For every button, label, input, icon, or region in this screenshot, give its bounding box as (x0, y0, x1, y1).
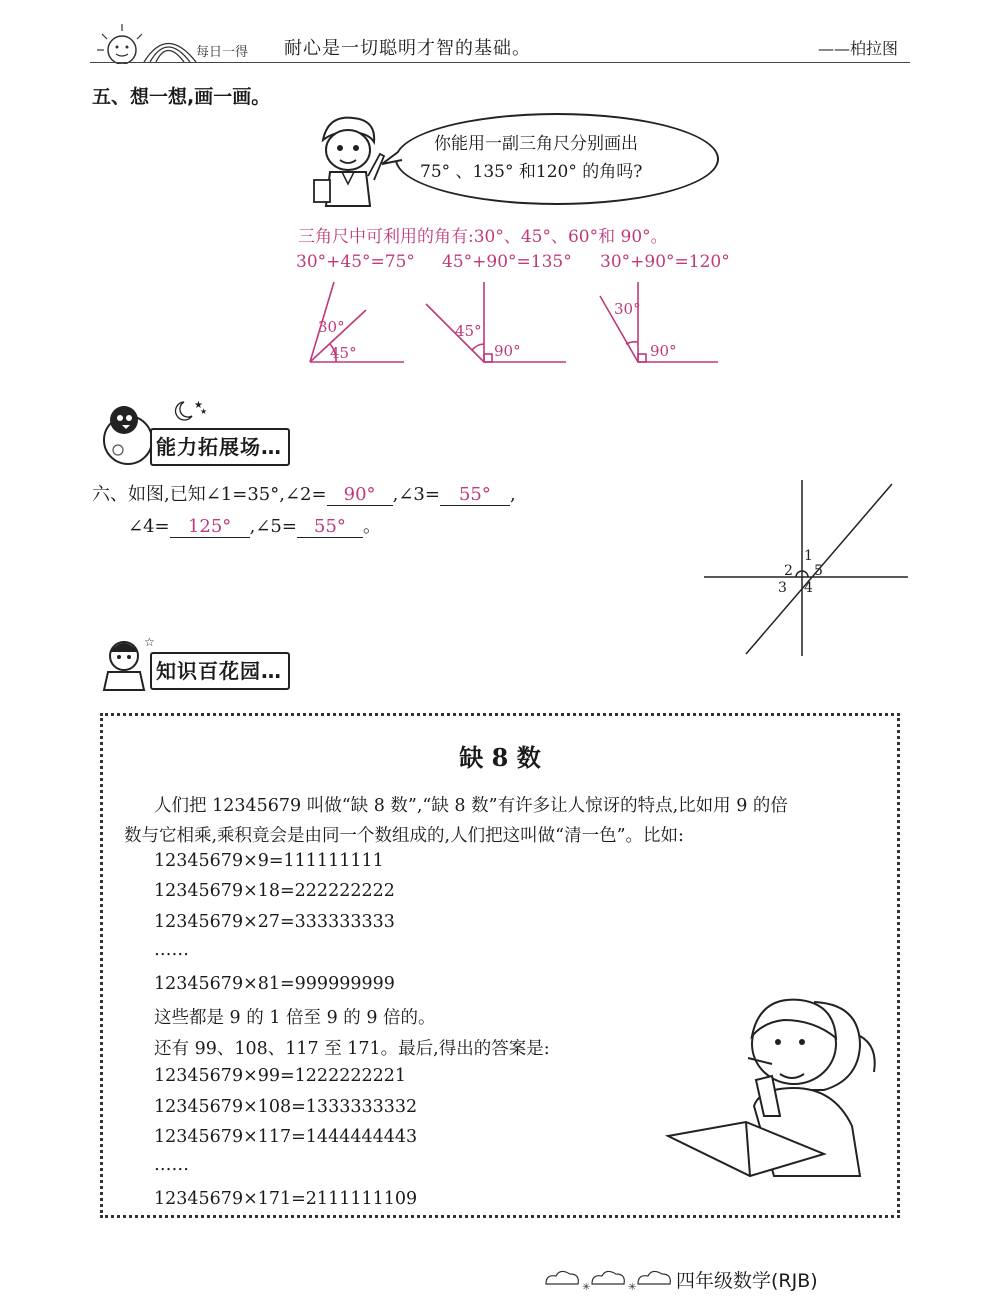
answer-angle3: 55° (440, 484, 510, 506)
knowledge-line: 12345679×18=222222222 (154, 881, 395, 901)
header (0, 0, 1000, 70)
banner-knowledge-garden: 知识百花园… (150, 652, 290, 690)
knowledge-paragraph-line2: 数与它相乘,乘积竟会是由同一个数组成的,人们把这叫做“清一色”。比如: (124, 826, 684, 846)
section6-line2-prefix: ∠4= (128, 516, 170, 537)
knowledge-title: 缺 8 数 (459, 743, 541, 772)
speech-bubble-tail (380, 150, 410, 170)
header-badge: 每日一得 (196, 45, 249, 60)
knowledge-line: 还有 99、108、117 至 171。最后,得出的答案是: (154, 1039, 550, 1059)
answer-angle5: 55° (297, 516, 363, 538)
section6-line2 (128, 512, 381, 538)
section6-line1-prefix: 六、如图,已知∠1=35°,∠2= (92, 484, 327, 505)
knowledge-line: 12345679×117=1444444443 (154, 1127, 418, 1147)
formula-120: 30°+90°=120° (600, 252, 730, 272)
girl-reading-icon (664, 976, 886, 1204)
svg-text:✳: ✳ (628, 1282, 637, 1292)
section6-line1-mid: ,∠3= (392, 484, 440, 505)
angle-label-90-b: 90° (494, 342, 521, 360)
angle-label-45-a: 45° (330, 344, 357, 362)
angle-label-30-a: 30° (318, 318, 345, 336)
header-quote: 耐心是一切聪明才智的基础。 (284, 38, 531, 59)
figure-label-4: 4 (804, 580, 813, 596)
svg-text:★: ★ (200, 407, 208, 416)
knowledge-line: 12345679×108=1333333332 (154, 1097, 418, 1117)
knowledge-paragraph-line1: 人们把 12345679 叫做“缺 8 数”,“缺 8 数”有许多让人惊讶的特点,比如用 9 的倍 (154, 796, 788, 816)
knowledge-line: …… (154, 940, 189, 960)
knowledge-line: 12345679×171=2111111109 (154, 1189, 418, 1209)
footer-cloud-decoration (540, 1262, 676, 1292)
banner-ability-expansion: 能力拓展场… (150, 428, 290, 466)
knowledge-line: …… (154, 1155, 189, 1175)
header-author: ——柏拉图 (818, 39, 899, 58)
svg-text:✳: ✳ (582, 1282, 591, 1292)
svg-text:★: ★ (194, 400, 203, 411)
speech-line-1: 你能用一副三角尺分别画出 (434, 134, 638, 154)
header-divider (90, 62, 910, 63)
angle-label-30-c: 30° (614, 300, 641, 318)
figure-label-3: 3 (778, 580, 787, 596)
svg-text:☆: ☆ (144, 635, 155, 649)
knowledge-line: 12345679×9=111111111 (154, 851, 384, 871)
intersecting-lines-figure (700, 478, 912, 658)
angle-label-90-c: 90° (650, 342, 677, 360)
formula-75: 30°+45°=75° (296, 252, 415, 272)
answer-angle4: 125° (170, 516, 250, 538)
figure-label-2: 2 (784, 563, 793, 579)
figure-label-1: 1 (804, 548, 813, 564)
section6-line2-end: 。 (362, 516, 381, 537)
knowledge-line: 12345679×99=1222222221 (154, 1066, 407, 1086)
section6-line1 (92, 480, 516, 506)
knowledge-line: 这些都是 9 的 1 倍至 9 的 9 倍的。 (154, 1008, 436, 1028)
section6-line2-mid: ,∠5= (249, 516, 297, 537)
knowledge-line: 12345679×27=333333333 (154, 912, 395, 932)
figure-label-5: 5 (814, 563, 823, 579)
speech-line-2: 75° 、135° 和120° 的角吗? (420, 162, 643, 182)
angle-label-45-b: 45° (455, 322, 482, 340)
answer-intro: 三角尺中可利用的角有:30°、45°、60°和 90°。 (298, 227, 668, 247)
knowledge-line: 12345679×81=999999999 (154, 974, 395, 994)
answer-angle2: 90° (327, 484, 393, 506)
formula-135: 45°+90°=135° (442, 252, 572, 272)
sun-rainbow-icon (92, 20, 202, 64)
moon-stars-icon (172, 398, 208, 424)
footer-grade-label: 四年级数学(RJB) (676, 1270, 818, 1292)
section6-line1-end: , (509, 484, 516, 505)
section5-title: 五、想一想,画一画。 (92, 86, 271, 108)
